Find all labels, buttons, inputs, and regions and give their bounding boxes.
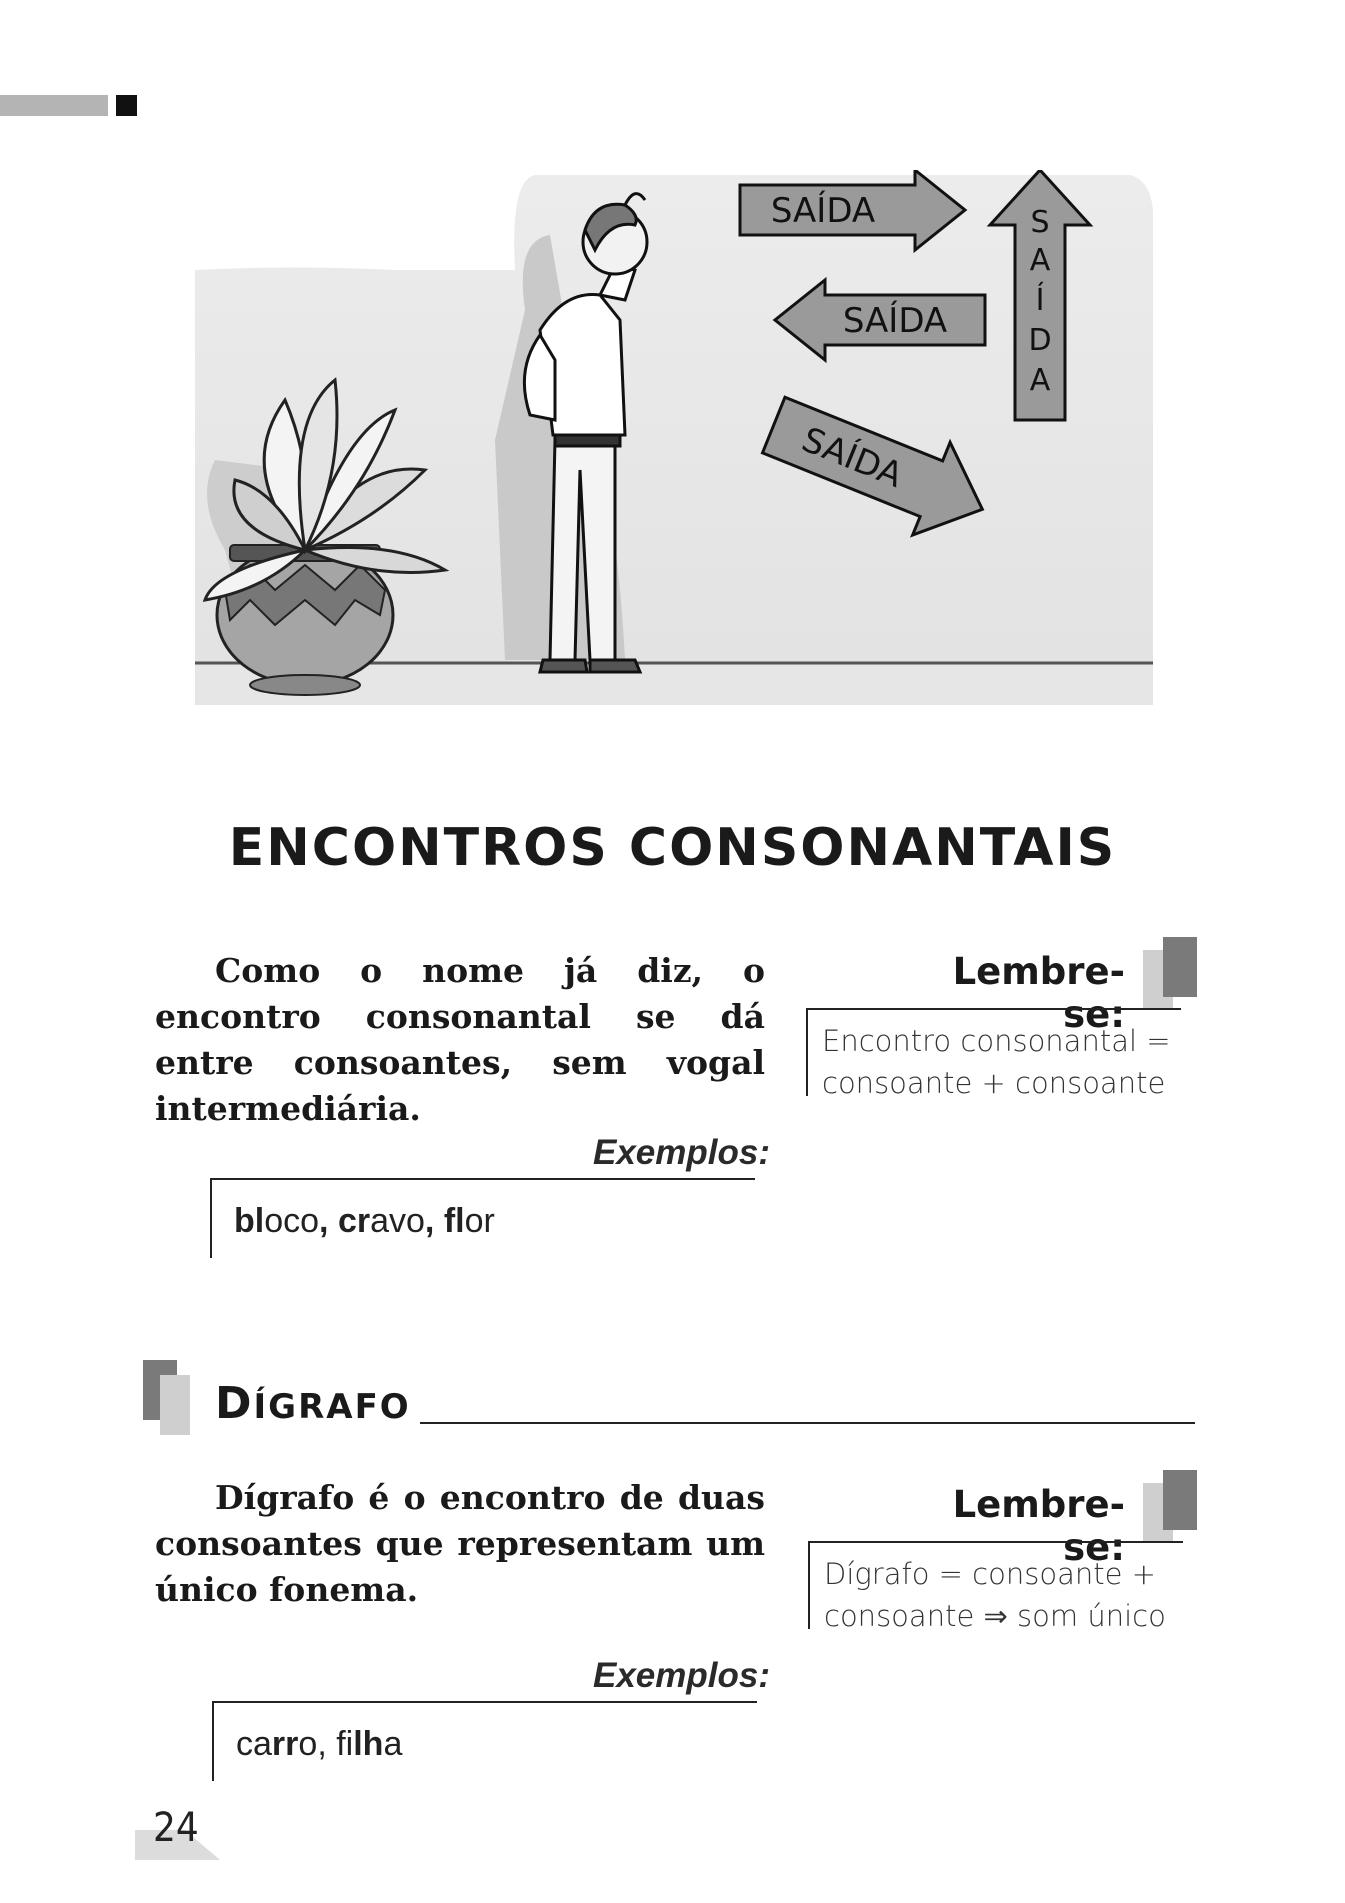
example-rest: fi <box>336 1725 354 1763</box>
sign-letter: D <box>1028 323 1052 358</box>
page-title: ENCONTROS CONSONANTAIS <box>228 818 1117 878</box>
corner-bar-decoration <box>0 95 108 116</box>
section-title-digrafo <box>215 1378 411 1429</box>
example-separator: , <box>424 1202 444 1240</box>
implies-arrow-icon: ⇒ <box>983 1599 1008 1633</box>
example-rest: oco <box>264 1202 320 1240</box>
example-digraph: lh <box>353 1725 384 1763</box>
sign-letter: S <box>1030 205 1050 240</box>
corner-block-decoration <box>1163 1470 1197 1530</box>
example-separator: , <box>319 1202 338 1240</box>
example-rest: o <box>298 1725 318 1763</box>
section-title-initial: D <box>215 1378 254 1429</box>
lembre-line <box>824 1595 1183 1637</box>
corner-block-decoration <box>160 1375 190 1435</box>
definition-paragraph <box>155 948 765 1132</box>
exemplos-label: Exemplos: <box>593 1133 770 1172</box>
definition-paragraph <box>155 1475 765 1613</box>
lembre-se-label: Lembre-se: <box>952 1483 1125 1569</box>
example-digraph: rr <box>271 1725 299 1763</box>
sign-label: SAÍDA <box>796 419 909 496</box>
corner-square-decoration <box>116 95 137 116</box>
example-rest: a <box>383 1725 403 1763</box>
right-shoe <box>590 660 640 672</box>
lembre-se-label: Lembre-se: <box>952 950 1125 1036</box>
sign-label: SAÍDA <box>770 191 876 231</box>
exemplos-box <box>210 1178 755 1258</box>
lembre-line: Dígrafo = consoante + <box>824 1557 1156 1591</box>
lembre-line: Encontro consonantal = <box>822 1024 1171 1058</box>
lembre-text: som único <box>1017 1599 1166 1633</box>
exemplos-label: Exemplos: <box>593 1656 770 1695</box>
left-shoe <box>540 660 587 672</box>
section-rule <box>420 1422 1195 1424</box>
corner-block-decoration <box>1163 937 1197 997</box>
sign-letter: A <box>1029 363 1051 398</box>
lembre-se-box <box>806 1008 1181 1100</box>
example-rest: ca <box>236 1725 272 1763</box>
definition-text: Como o nome já diz, o encontro consonantal se dá entre consoantes, sem vogal intermediária. <box>155 951 765 1128</box>
sign-letter: Í <box>1035 283 1045 318</box>
example-rest: or <box>464 1202 495 1240</box>
definition-text: Dígrafo é o encontro de duas consoantes que representam um único fonema. <box>155 1478 765 1609</box>
exit-signs-illustration <box>195 170 1155 705</box>
page-number: 24 <box>153 1805 199 1851</box>
sign-letter: A <box>1029 243 1051 278</box>
example-consonant-cluster: cr <box>337 1202 371 1240</box>
example-consonant-cluster: fl <box>443 1202 465 1240</box>
lembre-line: consoante + consoante <box>822 1066 1166 1100</box>
example-separator: , <box>317 1725 337 1763</box>
example-consonant-cluster: bl <box>234 1202 265 1240</box>
sign-label: SAÍDA <box>842 301 948 341</box>
lembre-se-box <box>808 1541 1183 1633</box>
example-rest: avo <box>370 1202 425 1240</box>
exemplos-box <box>212 1701 757 1781</box>
section-title-rest: ÍGRAFO <box>253 1387 411 1427</box>
lembre-text: consoante <box>824 1599 975 1633</box>
